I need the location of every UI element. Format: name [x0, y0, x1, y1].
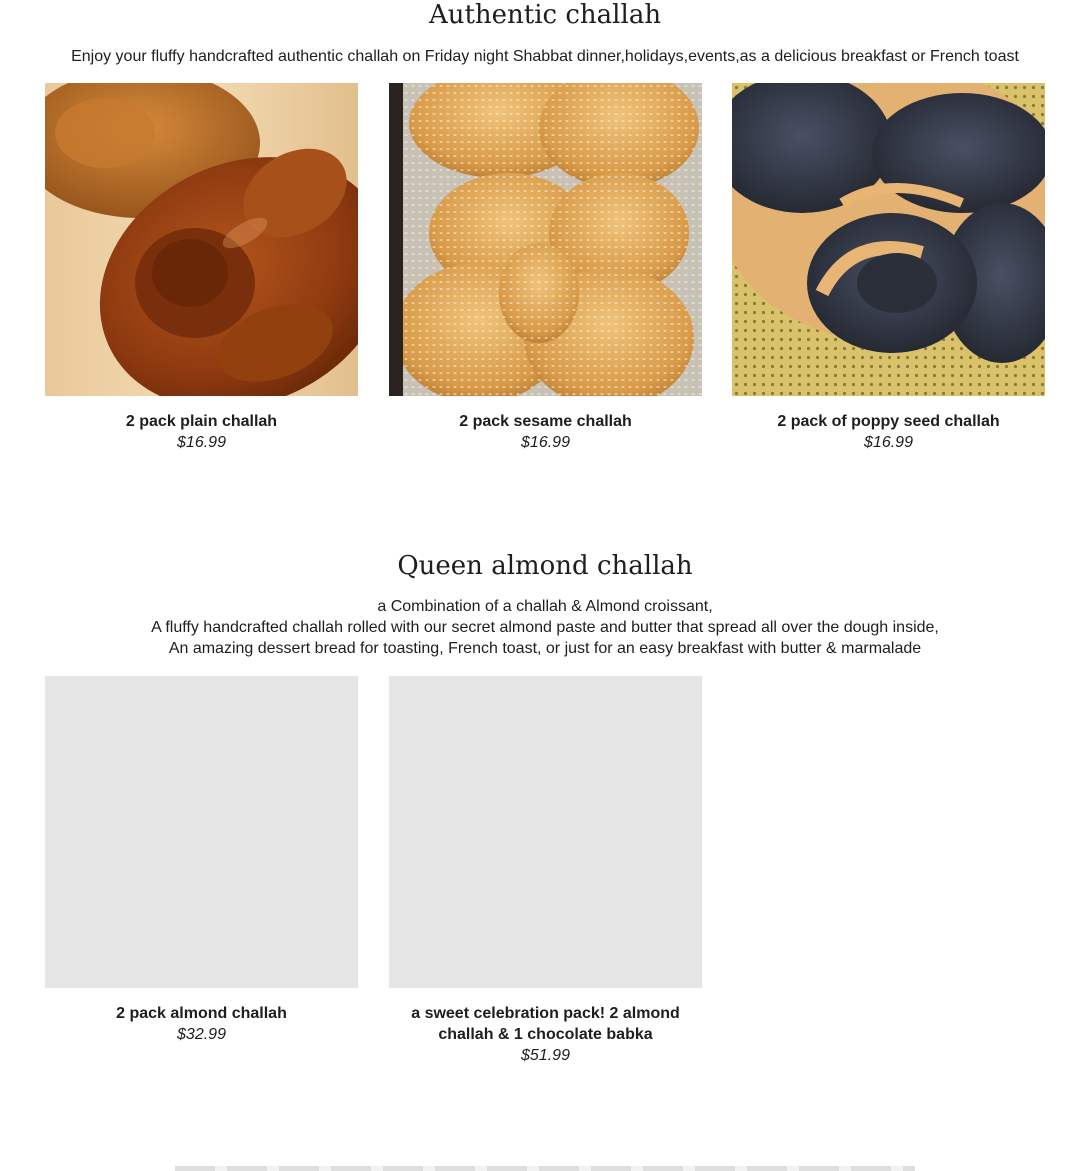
product-card-almond-challah[interactable]: [45, 676, 358, 1045]
product-card-celebration-pack[interactable]: [389, 676, 702, 1066]
section-description-queen-almond: [0, 596, 1090, 659]
description-line: Enjoy your fluffy handcrafted authentic challah on Friday night Shabbat dinner,holidays,events,as a delicious breakfast or French toast: [71, 48, 1019, 65]
section-title-queen-almond: Queen almond challah: [397, 551, 693, 581]
section-title-authentic: Authentic challah: [428, 0, 662, 30]
product-image-placeholder[interactable]: [389, 676, 702, 988]
description-line: An amazing dessert bread for toasting, French toast, or just for an easy breakfast with butter & marmalade: [168, 640, 922, 657]
next-section-edge: [175, 1166, 915, 1171]
product-price: $51.99: [521, 1047, 570, 1064]
description-line: a Combination of a challah & Almond croissant,: [377, 598, 713, 615]
product-image-poppy-seed-challah[interactable]: [732, 83, 1045, 396]
description-line: A fluffy handcrafted challah rolled with our secret almond paste and butter that spread all over the dough inside,: [151, 619, 939, 636]
product-name[interactable]: 2 pack of poppy seed challah: [777, 413, 1000, 430]
product-name[interactable]: 2 pack almond challah: [116, 1005, 287, 1022]
product-image-placeholder[interactable]: [45, 676, 358, 988]
product-image-sesame-challah[interactable]: [389, 83, 702, 396]
product-image-plain-challah[interactable]: [45, 83, 358, 396]
product-price: $32.99: [177, 1026, 226, 1043]
product-name[interactable]: 2 pack plain challah: [125, 413, 278, 430]
product-name[interactable]: 2 pack sesame challah: [459, 413, 632, 430]
product-card-sesame-challah[interactable]: [389, 83, 702, 453]
section-description-authentic: [0, 46, 1090, 67]
product-price: $16.99: [864, 434, 913, 451]
product-price: $16.99: [177, 434, 226, 451]
product-price: $16.99: [521, 434, 570, 451]
product-name[interactable]: a sweet celebration pack! 2 almond challah & 1 chocolate babka: [411, 1005, 680, 1043]
product-card-poppy-seed-challah[interactable]: [732, 83, 1045, 453]
product-card-plain-challah[interactable]: [45, 83, 358, 453]
